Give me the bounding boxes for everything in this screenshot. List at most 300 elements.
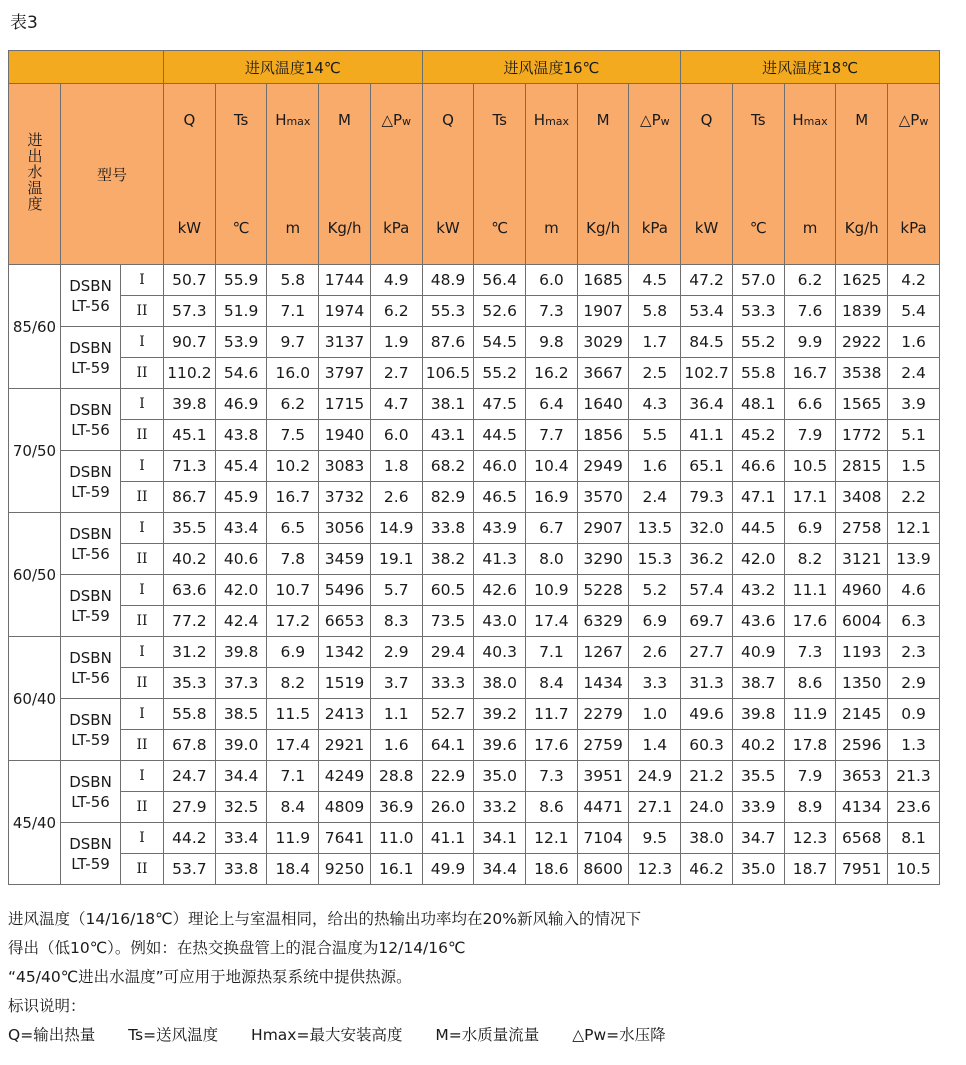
value-cell: 54.5 [474, 327, 526, 358]
value-cell: 4.2 [888, 265, 940, 296]
value-cell: 10.9 [526, 575, 578, 606]
value-cell: 2815 [836, 451, 888, 482]
model-cell [61, 761, 121, 823]
value-cell: 4134 [836, 792, 888, 823]
col-header-label [474, 111, 525, 237]
value-cell: 8.0 [526, 544, 578, 575]
legend-item-ts: Ts=送风温度 [128, 1026, 219, 1044]
value-cell: 37.3 [215, 668, 267, 699]
table-row [9, 637, 940, 668]
value-cell: 49.9 [422, 854, 474, 885]
value-cell: 1519 [319, 668, 371, 699]
table-row [9, 575, 940, 606]
value-cell: 43.2 [732, 575, 784, 606]
level-cell: II [121, 482, 164, 513]
value-cell: 2.9 [888, 668, 940, 699]
value-cell: 33.8 [215, 854, 267, 885]
value-cell: 110.2 [164, 358, 216, 389]
value-cell: 69.7 [681, 606, 733, 637]
value-cell: 10.5 [888, 854, 940, 885]
col-symbol: Q [183, 111, 196, 129]
model-name-line1: DSBN [69, 772, 112, 791]
inlet-temp-14-header: 进风温度14℃ [164, 51, 423, 84]
col-symbol: Hmax [533, 111, 570, 129]
value-cell: 8.4 [267, 792, 319, 823]
value-cell: 1.3 [888, 730, 940, 761]
value-cell: 86.7 [164, 482, 216, 513]
col-symbol: Q [442, 111, 454, 129]
value-cell: 2922 [836, 327, 888, 358]
value-cell: 53.3 [732, 296, 784, 327]
col-header-ts-0 [215, 84, 267, 265]
legend-row [8, 1021, 958, 1050]
value-cell: 48.9 [422, 265, 474, 296]
value-cell: 35.0 [474, 761, 526, 792]
value-cell: 3538 [836, 358, 888, 389]
value-cell: 17.8 [784, 730, 836, 761]
value-cell: 29.4 [422, 637, 474, 668]
value-cell: 7.1 [526, 637, 578, 668]
col-symbol: M [338, 111, 351, 129]
model-cell [61, 451, 121, 513]
value-cell: 2.9 [370, 637, 422, 668]
value-cell: 5228 [577, 575, 629, 606]
value-cell: 16.7 [267, 482, 319, 513]
value-cell: 1267 [577, 637, 629, 668]
value-cell: 3.7 [370, 668, 422, 699]
value-cell: 65.1 [681, 451, 733, 482]
level-cell: II [121, 792, 164, 823]
value-cell: 24.9 [629, 761, 681, 792]
col-symbol: Ts [751, 111, 766, 129]
value-cell: 54.6 [215, 358, 267, 389]
col-symbol-sub: max [803, 115, 828, 128]
water-temp-header [9, 84, 61, 265]
value-cell: 10.2 [267, 451, 319, 482]
table-row [9, 296, 940, 327]
value-cell: 50.7 [164, 265, 216, 296]
value-cell: 39.0 [215, 730, 267, 761]
level-cell: II [121, 544, 164, 575]
value-cell: 1744 [319, 265, 371, 296]
value-cell: 55.3 [422, 296, 474, 327]
table-row [9, 792, 940, 823]
level-cell: I [121, 327, 164, 358]
value-cell: 4471 [577, 792, 629, 823]
column-header-row [9, 84, 940, 265]
col-header-label [164, 111, 215, 237]
model-name-line2: LT-56 [71, 544, 110, 563]
value-cell: 5.7 [370, 575, 422, 606]
col-symbol-sub: w [660, 115, 670, 128]
value-cell: 42.4 [215, 606, 267, 637]
col-header-label [216, 111, 267, 237]
model-name-line1: DSBN [69, 834, 112, 853]
value-cell: 48.1 [732, 389, 784, 420]
value-cell: 9.5 [629, 823, 681, 854]
table-row [9, 606, 940, 637]
value-cell: 1839 [836, 296, 888, 327]
value-cell: 42.0 [215, 575, 267, 606]
value-cell: 34.4 [474, 854, 526, 885]
value-cell: 44.2 [164, 823, 216, 854]
value-cell: 8.6 [784, 668, 836, 699]
value-cell: 43.4 [215, 513, 267, 544]
value-cell: 90.7 [164, 327, 216, 358]
value-cell: 16.1 [370, 854, 422, 885]
value-cell: 55.8 [732, 358, 784, 389]
value-cell: 7951 [836, 854, 888, 885]
value-cell: 28.8 [370, 761, 422, 792]
value-cell: 35.0 [732, 854, 784, 885]
value-cell: 18.7 [784, 854, 836, 885]
value-cell: 102.7 [681, 358, 733, 389]
value-cell: 36.2 [681, 544, 733, 575]
value-cell: 1940 [319, 420, 371, 451]
value-cell: 3951 [577, 761, 629, 792]
value-cell: 9.8 [526, 327, 578, 358]
value-cell: 3029 [577, 327, 629, 358]
value-cell: 11.7 [526, 699, 578, 730]
value-cell: 31.2 [164, 637, 216, 668]
value-cell: 39.6 [474, 730, 526, 761]
value-cell: 46.0 [474, 451, 526, 482]
value-cell: 2413 [319, 699, 371, 730]
value-cell: 39.8 [215, 637, 267, 668]
table-row [9, 730, 940, 761]
value-cell: 8.1 [888, 823, 940, 854]
value-cell: 11.0 [370, 823, 422, 854]
value-cell: 6.9 [784, 513, 836, 544]
value-cell: 45.4 [215, 451, 267, 482]
col-unit: ℃ [749, 219, 767, 237]
value-cell: 34.1 [474, 823, 526, 854]
value-cell: 45.9 [215, 482, 267, 513]
table-body [9, 265, 940, 885]
value-cell: 7.8 [267, 544, 319, 575]
col-symbol: △Pw [898, 111, 929, 129]
model-name-line2: LT-59 [71, 482, 110, 501]
value-cell: 35.5 [732, 761, 784, 792]
col-unit: kPa [383, 219, 410, 237]
value-cell: 10.4 [526, 451, 578, 482]
value-cell: 1.8 [370, 451, 422, 482]
value-cell: 7.9 [784, 420, 836, 451]
col-header-label [681, 111, 732, 237]
value-cell: 3137 [319, 327, 371, 358]
value-cell: 2.5 [629, 358, 681, 389]
value-cell: 6568 [836, 823, 888, 854]
value-cell: 43.6 [732, 606, 784, 637]
value-cell: 3408 [836, 482, 888, 513]
value-cell: 52.6 [474, 296, 526, 327]
model-cell [61, 699, 121, 761]
model-cell [61, 327, 121, 389]
model-name-line2: LT-56 [71, 420, 110, 439]
value-cell: 8.3 [370, 606, 422, 637]
col-header-label [371, 111, 422, 237]
value-cell: 47.2 [681, 265, 733, 296]
value-cell: 6653 [319, 606, 371, 637]
value-cell: 38.2 [422, 544, 474, 575]
col-header-m-1 [577, 84, 629, 265]
level-cell: I [121, 451, 164, 482]
model-name-line1: DSBN [69, 710, 112, 729]
value-cell: 46.6 [732, 451, 784, 482]
value-cell: 9.9 [784, 327, 836, 358]
col-header-label [888, 111, 939, 237]
legend-item-dpw: △Pw=水压降 [572, 1026, 666, 1044]
value-cell: 1.4 [629, 730, 681, 761]
col-unit: kW [694, 219, 719, 237]
col-header-dpw-1 [629, 84, 681, 265]
value-cell: 10.7 [267, 575, 319, 606]
value-cell: 35.3 [164, 668, 216, 699]
value-cell: 40.3 [474, 637, 526, 668]
legend-item-q: Q=输出热量 [8, 1026, 96, 1044]
value-cell: 43.9 [474, 513, 526, 544]
col-header-label [629, 111, 680, 237]
value-cell: 1.0 [629, 699, 681, 730]
value-cell: 8.6 [526, 792, 578, 823]
value-cell: 21.3 [888, 761, 940, 792]
col-header-q-1 [422, 84, 474, 265]
value-cell: 1.1 [370, 699, 422, 730]
col-header-dpw-0 [370, 84, 422, 265]
model-name-line1: DSBN [69, 648, 112, 667]
value-cell: 3056 [319, 513, 371, 544]
legend-item-m: M=水质量流量 [435, 1026, 540, 1044]
value-cell: 12.3 [629, 854, 681, 885]
inlet-temp-16-header: 进风温度16℃ [422, 51, 681, 84]
model-header: 型号 [61, 84, 164, 265]
model-name-line2: LT-56 [71, 792, 110, 811]
table-row [9, 420, 940, 451]
value-cell: 1772 [836, 420, 888, 451]
value-cell: 3121 [836, 544, 888, 575]
value-cell: 34.4 [215, 761, 267, 792]
value-cell: 3083 [319, 451, 371, 482]
value-cell: 68.2 [422, 451, 474, 482]
value-cell: 33.4 [215, 823, 267, 854]
value-cell: 11.1 [784, 575, 836, 606]
value-cell: 6.5 [267, 513, 319, 544]
value-cell: 3290 [577, 544, 629, 575]
value-cell: 2758 [836, 513, 888, 544]
value-cell: 5.8 [629, 296, 681, 327]
col-header-q-2 [681, 84, 733, 265]
value-cell: 3.9 [888, 389, 940, 420]
value-cell: 6.0 [526, 265, 578, 296]
col-unit: Kg/h [844, 219, 879, 237]
value-cell: 4.7 [370, 389, 422, 420]
value-cell: 1974 [319, 296, 371, 327]
water-temp-cell: 70/50 [9, 389, 61, 513]
value-cell: 3797 [319, 358, 371, 389]
value-cell: 45.1 [164, 420, 216, 451]
col-header-label [836, 111, 887, 237]
col-header-m-2 [836, 84, 888, 265]
legend-title: 标识说明： [8, 997, 86, 1015]
col-header-m-0 [319, 84, 371, 265]
col-header-dpw-2 [888, 84, 940, 265]
value-cell: 56.4 [474, 265, 526, 296]
table-row [9, 389, 940, 420]
value-cell: 19.1 [370, 544, 422, 575]
value-cell: 1.9 [370, 327, 422, 358]
model-cell [61, 575, 121, 637]
col-header-ts-2 [732, 84, 784, 265]
col-symbol: Ts [492, 111, 507, 129]
value-cell: 4.9 [370, 265, 422, 296]
level-cell: I [121, 699, 164, 730]
model-cell [61, 823, 121, 885]
value-cell: 41.1 [422, 823, 474, 854]
model-name-line2: LT-59 [71, 606, 110, 625]
value-cell: 46.9 [215, 389, 267, 420]
value-cell: 27.9 [164, 792, 216, 823]
level-cell: II [121, 420, 164, 451]
col-symbol: Ts [233, 111, 249, 129]
model-name-line2: LT-59 [71, 358, 110, 377]
value-cell: 1.6 [629, 451, 681, 482]
value-cell: 55.8 [164, 699, 216, 730]
value-cell: 39.8 [732, 699, 784, 730]
col-unit: m [544, 219, 559, 237]
value-cell: 16.9 [526, 482, 578, 513]
value-cell: 22.9 [422, 761, 474, 792]
value-cell: 6.2 [370, 296, 422, 327]
model-name-line2: LT-59 [71, 854, 110, 873]
value-cell: 2.4 [629, 482, 681, 513]
legend-item-hmax: Hmax=最大安装高度 [251, 1026, 403, 1044]
value-cell: 11.5 [267, 699, 319, 730]
value-cell: 38.7 [732, 668, 784, 699]
value-cell: 6.7 [526, 513, 578, 544]
col-symbol: Q [700, 111, 713, 129]
model-cell [61, 265, 121, 327]
value-cell: 1.7 [629, 327, 681, 358]
note-line-3: “45/40℃进出水温度”可应用于地源热泵系统中提供热源。 [8, 968, 412, 986]
value-cell: 7.1 [267, 296, 319, 327]
value-cell: 21.2 [681, 761, 733, 792]
value-cell: 4.6 [888, 575, 940, 606]
value-cell: 47.1 [732, 482, 784, 513]
value-cell: 3653 [836, 761, 888, 792]
value-cell: 8.2 [784, 544, 836, 575]
value-cell: 17.6 [784, 606, 836, 637]
value-cell: 2759 [577, 730, 629, 761]
value-cell: 52.7 [422, 699, 474, 730]
value-cell: 41.3 [474, 544, 526, 575]
value-cell: 1625 [836, 265, 888, 296]
table-row [9, 482, 940, 513]
col-header-hmax-1 [526, 84, 578, 265]
value-cell: 1193 [836, 637, 888, 668]
col-symbol: △Pw [640, 111, 670, 129]
table-row [9, 513, 940, 544]
model-name-line1: DSBN [69, 524, 112, 543]
value-cell: 6.2 [784, 265, 836, 296]
value-cell: 39.8 [164, 389, 216, 420]
water-temp-cell: 60/40 [9, 637, 61, 761]
model-cell [61, 389, 121, 451]
value-cell: 32.0 [681, 513, 733, 544]
value-cell: 5496 [319, 575, 371, 606]
level-cell: I [121, 513, 164, 544]
table-row [9, 699, 940, 730]
value-cell: 2907 [577, 513, 629, 544]
value-cell: 57.0 [732, 265, 784, 296]
col-unit: kPa [900, 219, 927, 237]
value-cell: 1434 [577, 668, 629, 699]
value-cell: 6.3 [888, 606, 940, 637]
inlet-temp-header-row [9, 51, 940, 84]
value-cell: 38.0 [474, 668, 526, 699]
value-cell: 60.3 [681, 730, 733, 761]
value-cell: 2145 [836, 699, 888, 730]
table-row [9, 451, 940, 482]
value-cell: 46.2 [681, 854, 733, 885]
col-header-q-0 [164, 84, 216, 265]
level-cell: I [121, 761, 164, 792]
model-name-line1: DSBN [69, 462, 112, 481]
value-cell: 3732 [319, 482, 371, 513]
value-cell: 2949 [577, 451, 629, 482]
value-cell: 53.9 [215, 327, 267, 358]
value-cell: 38.5 [215, 699, 267, 730]
value-cell: 7.7 [526, 420, 578, 451]
value-cell: 55.2 [474, 358, 526, 389]
value-cell: 16.7 [784, 358, 836, 389]
value-cell: 7104 [577, 823, 629, 854]
value-cell: 6.0 [370, 420, 422, 451]
value-cell: 73.5 [422, 606, 474, 637]
value-cell: 27.7 [681, 637, 733, 668]
col-header-ts-1 [474, 84, 526, 265]
value-cell: 0.9 [888, 699, 940, 730]
value-cell: 57.4 [681, 575, 733, 606]
value-cell: 4809 [319, 792, 371, 823]
header-corner [9, 51, 164, 84]
value-cell: 1640 [577, 389, 629, 420]
value-cell: 36.9 [370, 792, 422, 823]
value-cell: 6.2 [267, 389, 319, 420]
model-name-line2: LT-56 [71, 296, 110, 315]
value-cell: 45.2 [732, 420, 784, 451]
model-name-line2: LT-59 [71, 730, 110, 749]
value-cell: 3.3 [629, 668, 681, 699]
value-cell: 33.8 [422, 513, 474, 544]
model-name-line1: DSBN [69, 276, 112, 295]
col-header-label [526, 111, 577, 237]
col-unit: Kg/h [327, 219, 362, 237]
value-cell: 8.9 [784, 792, 836, 823]
col-header-label [785, 111, 836, 237]
value-cell: 5.5 [629, 420, 681, 451]
value-cell: 1856 [577, 420, 629, 451]
notes-section [8, 905, 958, 1050]
col-symbol-sub: w [919, 115, 929, 128]
value-cell: 33.9 [732, 792, 784, 823]
value-cell: 1907 [577, 296, 629, 327]
value-cell: 24.0 [681, 792, 733, 823]
note-line-2: 得出（低10℃）。例如：在热交换盘管上的混合温度为12/14/16℃ [8, 939, 466, 957]
inlet-temp-18-header: 进风温度18℃ [681, 51, 940, 84]
value-cell: 87.6 [422, 327, 474, 358]
value-cell: 3570 [577, 482, 629, 513]
value-cell: 2279 [577, 699, 629, 730]
